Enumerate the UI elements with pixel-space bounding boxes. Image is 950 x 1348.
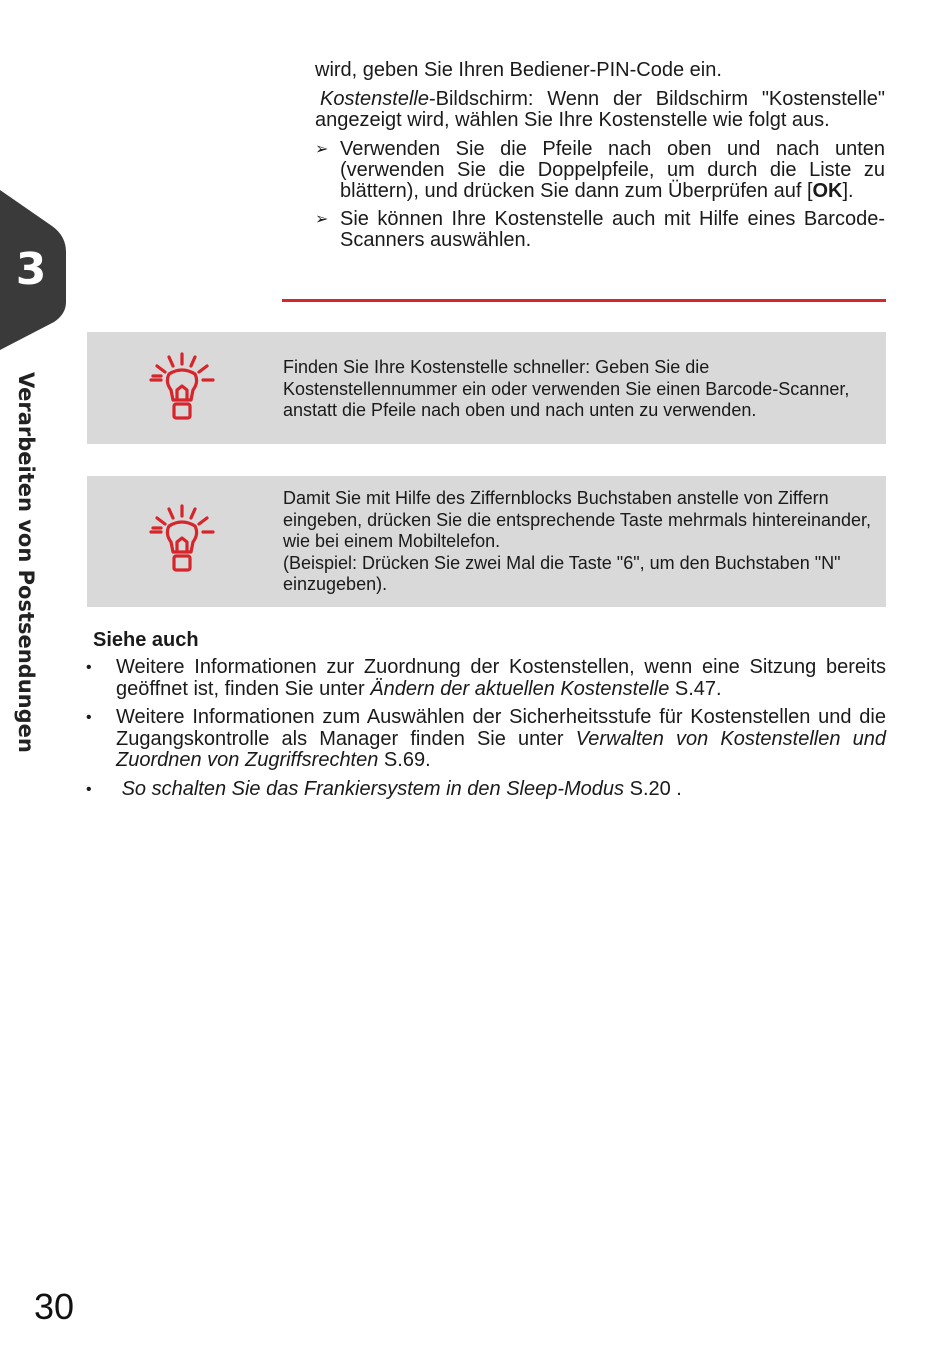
cross-reference-link[interactable]: Verwalten von Kostenstellen und Zuordnen von Zugriffsrechten xyxy=(116,727,886,771)
page-reference: S.47. xyxy=(669,677,722,700)
see-also-item xyxy=(86,657,886,700)
see-also-list xyxy=(86,657,886,807)
lightbulb-icon xyxy=(147,352,217,424)
bullet-icon: • xyxy=(86,659,92,676)
page-number: 30 xyxy=(34,1286,75,1327)
cost-center-description: -Bildschirm: Wenn der Bildschirm "Kostenstelle" angezeigt wird, wählen Sie Ihre Kostenstelle wie folgt aus. xyxy=(315,88,885,131)
section-divider xyxy=(282,299,886,302)
tip-example: (Beispiel: Drücken Sie zwei Mal die Taste "6", um den Buchstaben "N" einzugeben). xyxy=(283,552,841,594)
instruction-text: Sie können Ihre Kostenstelle auch mit Hilfe eines Barcode-Scanners auswählen. xyxy=(340,208,885,251)
main-text xyxy=(315,60,885,258)
tip-box xyxy=(87,476,886,607)
lightbulb-icon xyxy=(147,504,217,576)
see-also-heading: Siehe auch xyxy=(93,629,199,651)
instruction-text: Verwenden Sie die Pfeile nach oben und nach unten (verwenden Sie die Doppelpfeile, um durch die Liste zu blättern), und drücken Sie dann zum Überprüfen auf [ xyxy=(340,138,885,202)
paragraph-cost-center xyxy=(315,89,885,131)
arrow-bullet-icon: ➢ xyxy=(315,211,329,228)
instruction-item xyxy=(315,209,885,251)
page-reference: S.20 . xyxy=(624,777,682,800)
instruction-list xyxy=(315,139,885,251)
cross-reference-link[interactable]: Ändern der aktuellen Kostenstelle xyxy=(370,677,670,700)
tip-box xyxy=(87,332,886,444)
instruction-item xyxy=(315,139,885,202)
see-also-item xyxy=(86,707,886,772)
bullet-icon: • xyxy=(86,709,92,726)
ok-key-label: OK xyxy=(812,180,843,202)
see-also-item xyxy=(86,779,886,801)
tip-text: Finden Sie Ihre Kostenstelle schneller: Geben Sie die Kostenstellennummer ein oder verwenden Sie einen Barcode-Scanner, anstatt die Pfeile nach oben und nach unten zu verwenden. xyxy=(283,357,850,420)
chapter-title: Verarbeiten von Postsendungen xyxy=(14,372,38,753)
instruction-text-end: ]. xyxy=(842,180,854,202)
paragraph-pin: wird, geben Sie Ihren Bediener-PIN-Code ein. xyxy=(315,59,722,81)
bullet-icon: • xyxy=(86,780,92,798)
cross-reference-link[interactable]: So schalten Sie das Frankiersystem in den Sleep-Modus xyxy=(121,777,625,800)
see-also-text: Weitere Informationen zur Zuordnung der Kostenstellen, wenn eine Sitzung bereits geöffnet ist, finden Sie unter xyxy=(116,656,886,700)
see-also-text: Weitere Informationen zum Auswählen der Sicherheitsstufe für Kostenstellen und die Zugangskontrolle als Manager finden Sie unter xyxy=(116,706,886,750)
cost-center-term: Kostenstelle xyxy=(320,88,429,110)
chapter-number: 3 xyxy=(15,244,47,295)
arrow-bullet-icon: ➢ xyxy=(315,141,329,158)
tip-line: Damit Sie mit Hilfe des Ziffernblocks Buchstaben anstelle von Ziffern eingeben, drücken Sie die entsprechende Taste mehrmals hintereinander, wie bei einem Mobiltelefon. xyxy=(283,488,872,551)
tip-text xyxy=(283,488,873,596)
page-reference: S.69. xyxy=(378,749,431,771)
